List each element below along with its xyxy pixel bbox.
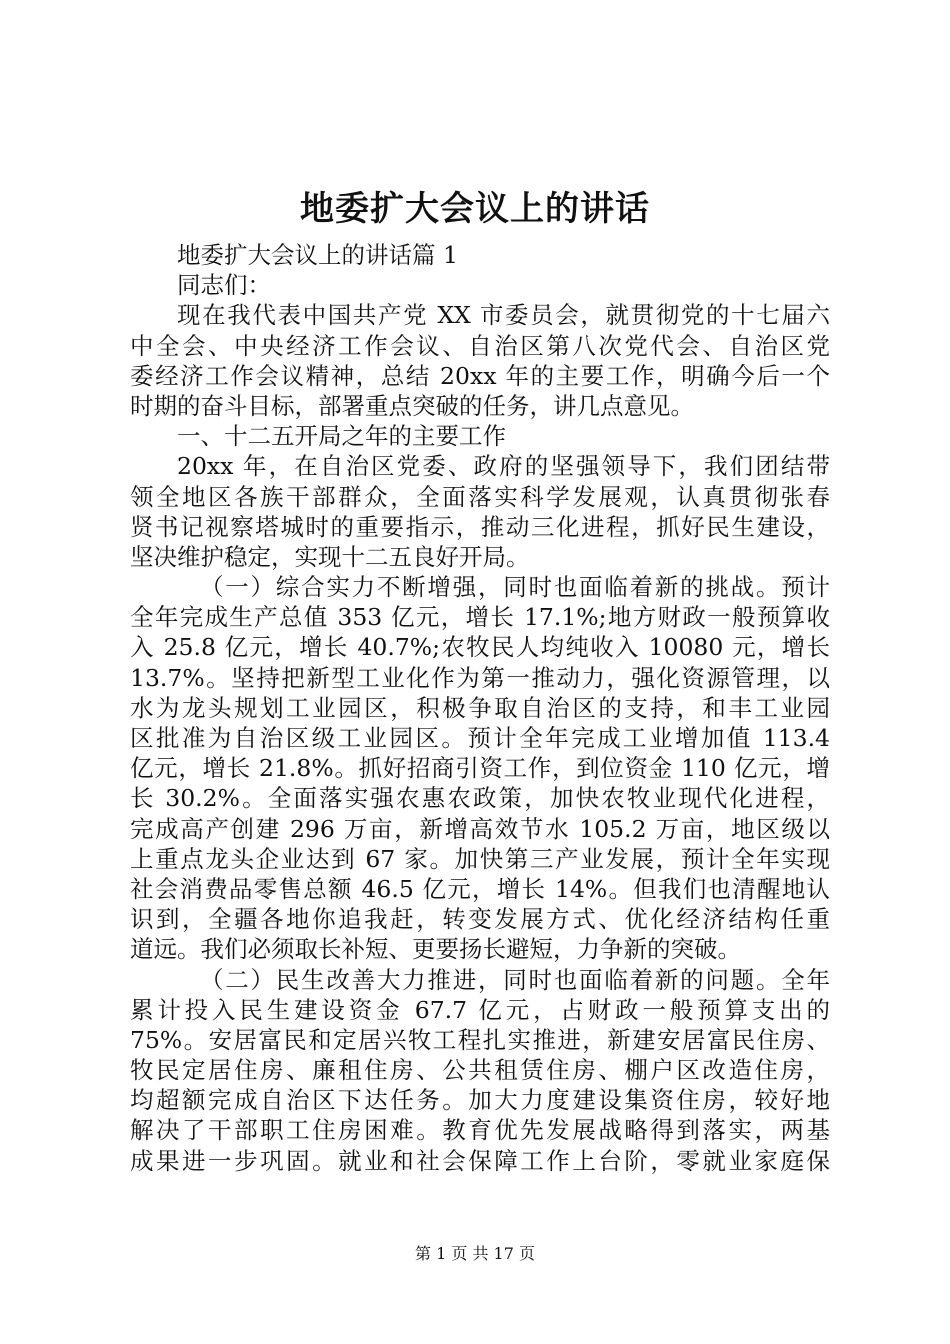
paragraph-line: 中全会、中央经济工作会议、自治区第八次党代会、自治区党	[130, 331, 830, 360]
subtitle-line: 地委扩大会议上的讲话篇 1	[177, 241, 458, 269]
paragraph-line: 累计投入民生建设资金 67.7 亿元，占财政一般预算支出的	[130, 995, 830, 1024]
section-heading: 一、十二五开局之年的主要工作	[177, 422, 506, 451]
paragraph-line: 时期的奋斗目标，部署重点突破的任务，讲几点意见。	[130, 391, 694, 420]
paragraph-line: 长 30.2%。全面落实强农惠农政策，加快农牧业现代化进程，	[130, 784, 830, 813]
paragraph-line: 识到，全疆各地你追我赶，转变发展方式、优化经济结构任重	[130, 905, 830, 934]
document-title: 地委扩大会议上的讲话	[300, 189, 650, 229]
paragraph-line: 现在我代表中国共产党 XX 市委员会，就贯彻党的十七届六	[177, 301, 830, 330]
paragraph-line: （二）民生改善大力推进，同时也面临着新的问题。全年	[200, 965, 830, 994]
paragraph-line: 领全地区各族干部群众，全面落实科学发展观，认真贯彻张春	[130, 482, 830, 511]
paragraph-line: 解决了干部职工住房困难。教育优先发展战略得到落实，两基	[130, 1116, 830, 1145]
paragraph-line: 牧民定居住房、廉租住房、公共租赁住房、棚户区改造住房，	[130, 1056, 830, 1085]
paragraph-line: 区批准为自治区级工业园区。预计全年完成工业增加值 113.4	[130, 724, 830, 752]
paragraph-line: 完成高产创建 296 万亩，新增高效节水 105.2 万亩，地区级以	[130, 814, 830, 843]
paragraph-line: 道远。我们必须取长补短、更要扬长避短，力争新的突破。	[130, 935, 741, 964]
document-body	[130, 240, 830, 1176]
paragraph-line: 水为龙头规划工业园区，积极争取自治区的支持，和丰工业园	[130, 693, 830, 722]
paragraph-line: 13.7%。坚持把新型工业化作为第一推动力，强化资源管理，以	[130, 663, 830, 692]
paragraph-line: 贤书记视察塔城时的重要指示，推动三化进程，抓好民生建设，	[130, 512, 830, 541]
paragraph-line: 委经济工作会议精神，总结 20xx 年的主要工作，明确今后一个	[130, 361, 830, 390]
paragraph-line: 社会消费品零售总额 46.5 亿元，增长 14%。但我们也清醒地认	[130, 874, 830, 903]
paragraph-line: 75%。安居富民和定居兴牧工程扎实推进，新建安居富民住房、	[130, 1025, 830, 1054]
paragraph-line: 20xx 年，在自治区党委、政府的坚强领导下，我们团结带	[177, 452, 830, 481]
paragraph-line: 全年完成生产总值 353 亿元，增长 17.1%;地方财政一般预算收	[130, 603, 830, 632]
page-number: 第 1 页 共 17 页	[415, 1244, 535, 1263]
salutation-line: 同志们：	[177, 271, 271, 300]
paragraph-line: 坚决维护稳定，实现十二五良好开局。	[130, 542, 530, 571]
paragraph-line: （一）综合实力不断增强，同时也面临着新的挑战。预计	[200, 573, 830, 602]
paragraph-line: 成果进一步巩固。就业和社会保障工作上台阶，零就业家庭保	[130, 1146, 830, 1175]
paragraph-line: 均超额完成自治区下达任务。加大力度建设集资住房，较好地	[130, 1086, 830, 1115]
paragraph-line: 亿元，增长 21.8%。抓好招商引资工作，到位资金 110 亿元，增	[130, 754, 830, 783]
paragraph-line: 上重点龙头企业达到 67 家。加快第三产业发展，预计全年实现	[130, 844, 830, 873]
paragraph-line: 入 25.8 亿元，增长 40.7%;农牧民人均纯收入 10080 元，增长	[130, 633, 830, 662]
